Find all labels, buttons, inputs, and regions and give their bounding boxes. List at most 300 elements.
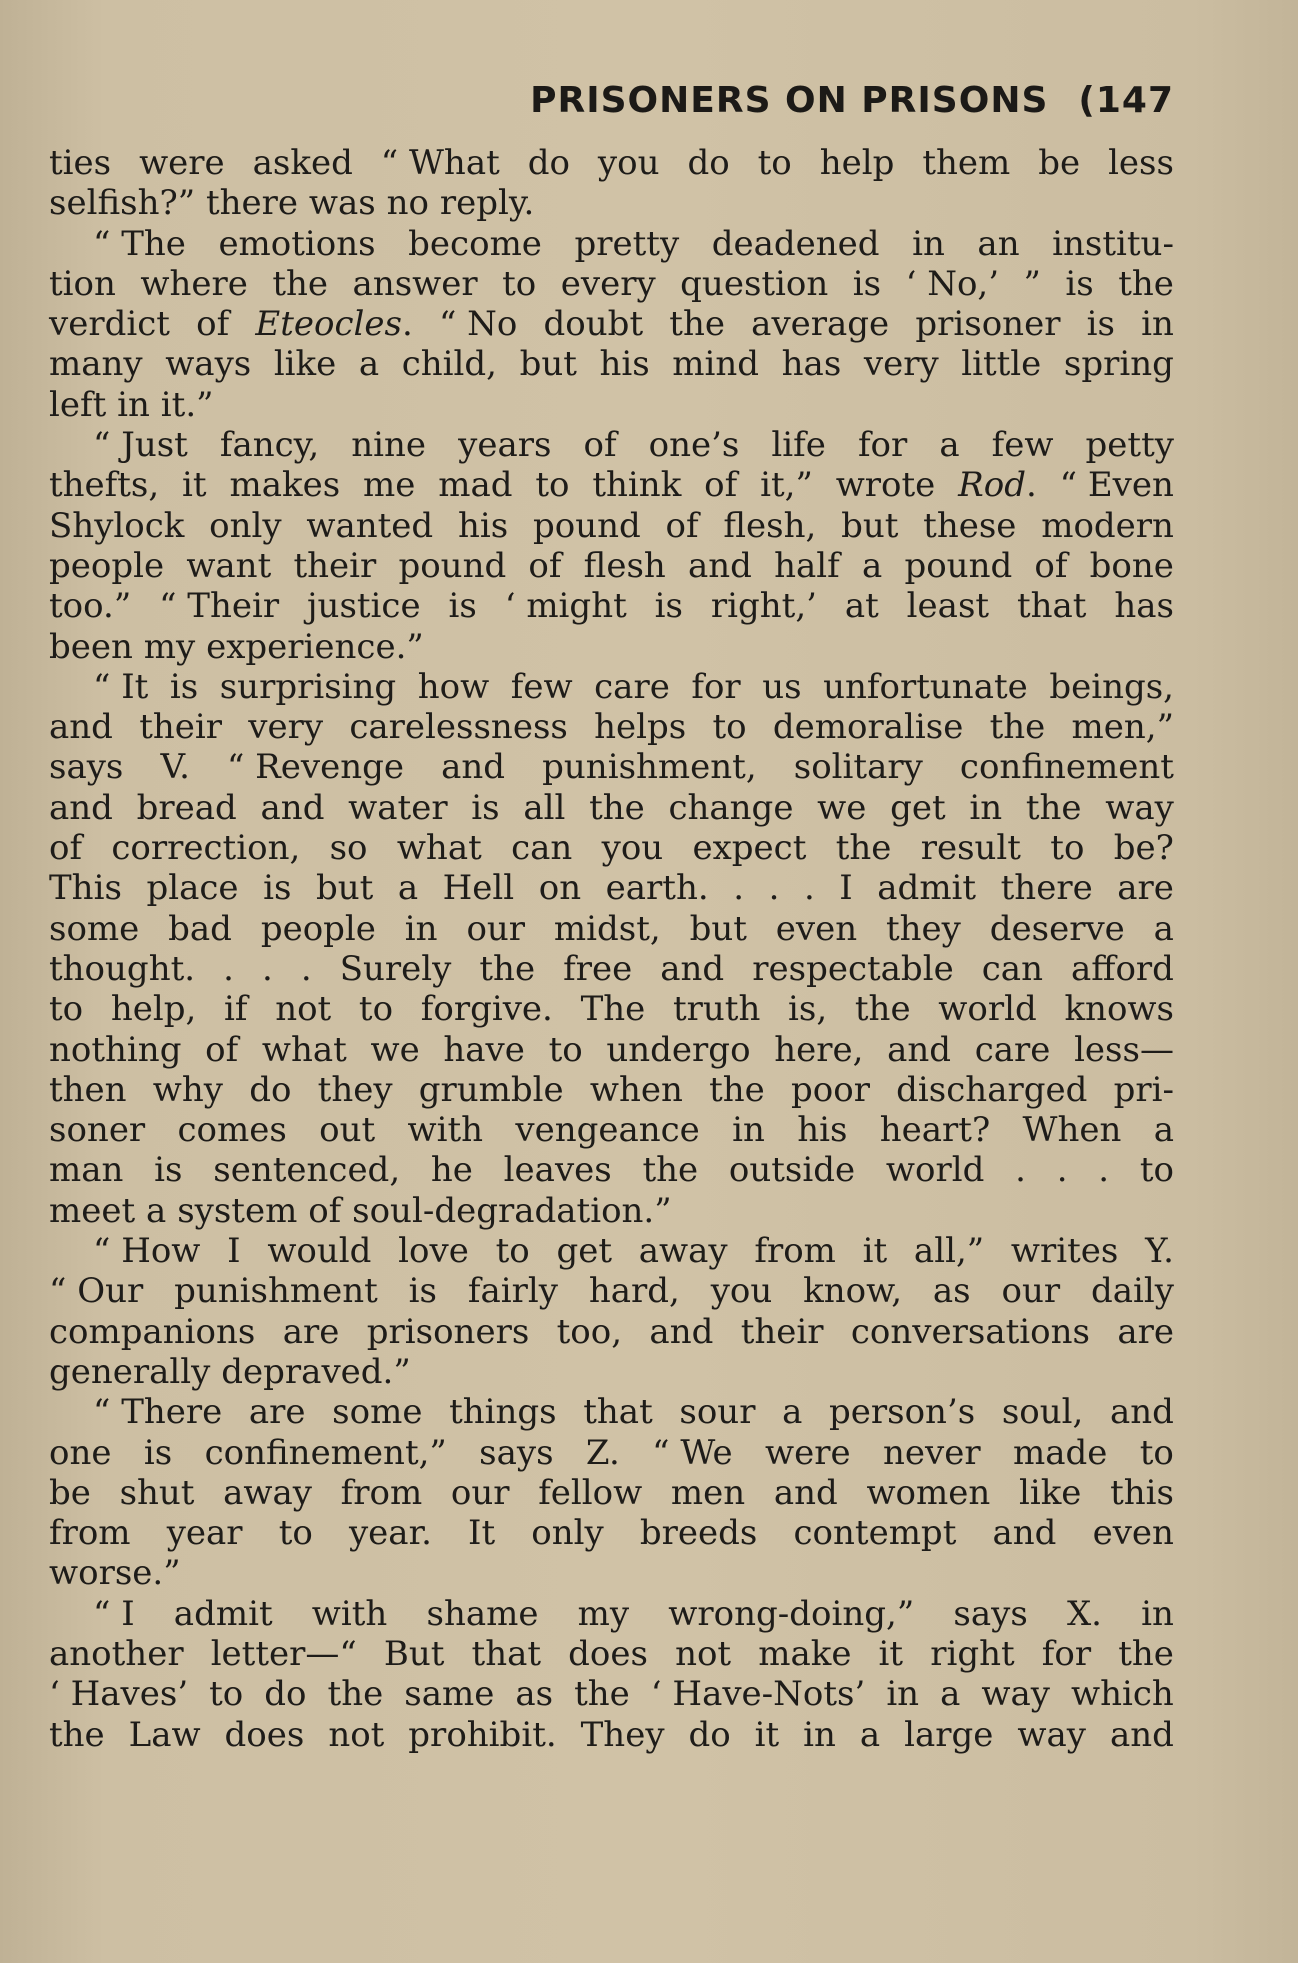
word: he bbox=[430, 1150, 473, 1191]
word: depraved.” bbox=[221, 1351, 411, 1392]
word: is bbox=[1065, 263, 1094, 304]
word: . bbox=[261, 948, 273, 989]
word: “ No bbox=[438, 304, 518, 345]
word: . bbox=[1015, 1150, 1026, 1191]
word: in bbox=[969, 787, 1003, 828]
word: to bbox=[535, 465, 570, 506]
word: beings, bbox=[1049, 666, 1174, 707]
word: another bbox=[49, 1633, 184, 1674]
word: Y. bbox=[1145, 1231, 1174, 1272]
word: very bbox=[248, 707, 324, 748]
word: the bbox=[49, 1714, 105, 1755]
word: can bbox=[511, 828, 573, 869]
word: is bbox=[169, 666, 199, 707]
word: you bbox=[601, 828, 664, 869]
word: what bbox=[261, 1029, 347, 1070]
word: petty bbox=[1085, 425, 1174, 466]
word: of bbox=[528, 545, 562, 586]
word: help bbox=[819, 143, 895, 183]
word: system bbox=[177, 1190, 298, 1231]
word: It bbox=[468, 1513, 496, 1554]
word: their bbox=[740, 1311, 824, 1352]
word: help, bbox=[110, 989, 197, 1030]
text-line bbox=[49, 1352, 1174, 1392]
word: of bbox=[205, 1029, 239, 1070]
word: a bbox=[940, 1674, 961, 1715]
word: bread bbox=[136, 787, 237, 828]
word: and bbox=[49, 787, 113, 828]
word: the bbox=[574, 1674, 630, 1715]
word: carelessness bbox=[349, 707, 568, 748]
word: their bbox=[293, 545, 377, 586]
text-line bbox=[49, 788, 1174, 828]
word: pound bbox=[398, 545, 507, 586]
word: deadened bbox=[711, 223, 880, 264]
word: Surely bbox=[339, 948, 452, 989]
word: care bbox=[974, 1029, 1051, 1070]
word: V. bbox=[160, 747, 190, 788]
word: away bbox=[223, 1472, 312, 1513]
word: it bbox=[754, 1714, 780, 1755]
word: ‘ No,’ bbox=[905, 263, 1000, 304]
text-line bbox=[49, 1392, 1174, 1432]
text-line bbox=[49, 1715, 1174, 1755]
word: ‘ might bbox=[504, 586, 627, 627]
word: “ Just bbox=[93, 425, 188, 466]
word: knows bbox=[1064, 989, 1174, 1030]
word: the bbox=[1118, 1633, 1174, 1674]
word: poor bbox=[791, 1069, 870, 1110]
text-line bbox=[49, 264, 1174, 304]
word: least bbox=[906, 586, 990, 627]
word: in bbox=[803, 1714, 836, 1755]
word: soul, bbox=[1001, 1392, 1084, 1433]
word: bad bbox=[168, 908, 232, 949]
word: very bbox=[863, 344, 939, 385]
word: result bbox=[920, 828, 1021, 869]
word: . bbox=[733, 868, 745, 909]
word: same bbox=[404, 1674, 495, 1715]
word: care bbox=[594, 666, 670, 707]
word: fancy, bbox=[219, 425, 320, 466]
word: be bbox=[49, 1472, 91, 1513]
word: a bbox=[358, 344, 380, 385]
word: fairly bbox=[467, 1271, 558, 1312]
word: do bbox=[527, 143, 570, 183]
word: what bbox=[396, 828, 482, 869]
text-line bbox=[49, 344, 1174, 384]
word: too, bbox=[556, 1311, 623, 1352]
word: I bbox=[227, 1231, 241, 1272]
word: When bbox=[1022, 1110, 1122, 1151]
word: love bbox=[398, 1231, 469, 1272]
word: things bbox=[449, 1392, 557, 1433]
word: the bbox=[479, 948, 536, 989]
word: of bbox=[665, 505, 699, 546]
word: even bbox=[775, 908, 858, 949]
text-line bbox=[49, 224, 1174, 264]
word: demoralise bbox=[772, 707, 964, 748]
text-line bbox=[49, 1030, 1174, 1070]
word: no bbox=[386, 183, 429, 224]
word: comes bbox=[177, 1110, 287, 1151]
word: change bbox=[668, 787, 794, 828]
word: our bbox=[450, 1472, 510, 1513]
word: spring bbox=[1063, 344, 1174, 385]
word: here, bbox=[774, 1029, 864, 1070]
word: from bbox=[49, 1513, 131, 1554]
word: unfortunate bbox=[823, 666, 1028, 707]
word: the bbox=[835, 828, 892, 869]
word: do bbox=[249, 1069, 292, 1110]
word: sour bbox=[679, 1392, 756, 1433]
word: . bbox=[300, 948, 312, 989]
word: why bbox=[152, 1069, 224, 1110]
text-line bbox=[49, 1110, 1174, 1150]
word: an bbox=[977, 223, 1020, 264]
word: in bbox=[404, 908, 438, 949]
word: ties bbox=[49, 143, 112, 183]
word: his bbox=[797, 1110, 848, 1151]
word: to bbox=[278, 1513, 313, 1554]
text-line bbox=[49, 586, 1174, 626]
word: it.” bbox=[160, 384, 214, 425]
text-line bbox=[49, 627, 1174, 667]
word: one bbox=[49, 1432, 112, 1473]
word: Eteocles. bbox=[255, 304, 413, 345]
word: some bbox=[332, 1392, 423, 1433]
word: of bbox=[49, 828, 83, 869]
word: do bbox=[687, 143, 730, 183]
word: when bbox=[589, 1069, 683, 1110]
word: we bbox=[817, 787, 867, 828]
word: from bbox=[754, 1231, 836, 1272]
word: is bbox=[263, 868, 292, 909]
word: how bbox=[417, 666, 490, 707]
word: only bbox=[209, 505, 282, 546]
word: think bbox=[592, 465, 682, 506]
word: and bbox=[441, 747, 506, 788]
word: never bbox=[882, 1432, 981, 1473]
word: and bbox=[773, 1472, 838, 1513]
word: are bbox=[282, 1311, 340, 1352]
word: there bbox=[205, 183, 299, 224]
word: men,” bbox=[1071, 707, 1174, 748]
word: the bbox=[669, 304, 725, 345]
word: thought. bbox=[49, 948, 196, 989]
word: there bbox=[1000, 868, 1093, 909]
word: been bbox=[49, 626, 133, 667]
word: world bbox=[938, 989, 1037, 1030]
word: even bbox=[1092, 1513, 1174, 1554]
body-text bbox=[49, 143, 1174, 1755]
word: has bbox=[1114, 586, 1174, 627]
word: made bbox=[1012, 1432, 1108, 1473]
word: become bbox=[408, 223, 542, 264]
word: The bbox=[580, 989, 646, 1030]
word: his bbox=[457, 505, 509, 546]
word: person’s bbox=[828, 1392, 976, 1433]
word: were bbox=[765, 1432, 851, 1473]
word: free bbox=[563, 948, 633, 989]
text-line bbox=[49, 909, 1174, 949]
word: the bbox=[642, 1150, 699, 1191]
word: makes bbox=[229, 465, 341, 506]
word: to bbox=[495, 1231, 530, 1272]
word: afford bbox=[1071, 948, 1174, 989]
word: sentenced, bbox=[213, 1150, 401, 1191]
word: were bbox=[139, 143, 225, 183]
word: bone bbox=[1089, 545, 1174, 586]
word: man bbox=[49, 1150, 124, 1191]
text-line bbox=[49, 868, 1174, 908]
word: be? bbox=[1113, 828, 1174, 869]
word: a bbox=[397, 868, 419, 909]
word: of bbox=[704, 465, 738, 506]
word: and bbox=[887, 1029, 952, 1070]
word: less— bbox=[1074, 1029, 1174, 1070]
word: vengeance bbox=[515, 1110, 700, 1151]
text-line bbox=[49, 385, 1174, 425]
word: ‘ Have-Nots’ bbox=[650, 1674, 866, 1715]
word: this bbox=[1110, 1472, 1174, 1513]
word: some bbox=[49, 908, 140, 949]
word: experience.” bbox=[206, 626, 424, 667]
word: them bbox=[922, 143, 1011, 183]
word: admit bbox=[877, 868, 977, 909]
word: . bbox=[803, 868, 815, 909]
word: Rod. bbox=[958, 465, 1037, 506]
word: are bbox=[248, 1392, 306, 1433]
word: can bbox=[981, 948, 1043, 989]
word: are bbox=[1117, 868, 1174, 909]
word: outside bbox=[728, 1150, 856, 1191]
word: not bbox=[275, 989, 332, 1030]
word: and bbox=[1109, 1392, 1174, 1433]
word: the bbox=[1025, 787, 1082, 828]
word: was bbox=[308, 183, 376, 224]
word: I bbox=[839, 868, 853, 909]
text-line bbox=[49, 747, 1174, 787]
word: as bbox=[515, 1674, 554, 1715]
word: world bbox=[885, 1150, 985, 1191]
text-line bbox=[49, 949, 1174, 989]
word: to bbox=[757, 143, 792, 183]
word: these bbox=[923, 505, 1017, 546]
word: us bbox=[762, 666, 802, 707]
word: the bbox=[272, 263, 329, 304]
word: a bbox=[1153, 908, 1174, 949]
word: daily bbox=[1090, 1271, 1174, 1312]
word: wrong-doing,” bbox=[668, 1593, 915, 1634]
word: and bbox=[688, 545, 752, 586]
word: year. bbox=[348, 1513, 432, 1554]
word: is bbox=[143, 1432, 173, 1473]
word: . bbox=[1056, 1150, 1068, 1191]
word: of bbox=[1034, 545, 1068, 586]
word: it bbox=[862, 1231, 888, 1272]
word: pound bbox=[904, 545, 1013, 586]
word: doubt bbox=[543, 304, 644, 345]
word: pri- bbox=[1113, 1069, 1174, 1110]
word: deserve bbox=[989, 908, 1125, 949]
word: average bbox=[751, 304, 890, 345]
word: it bbox=[182, 465, 207, 506]
word: grumble bbox=[418, 1069, 564, 1110]
word: . bbox=[768, 868, 780, 909]
word: water bbox=[348, 787, 448, 828]
word: like bbox=[1018, 1472, 1082, 1513]
word: in bbox=[912, 223, 945, 264]
word: that bbox=[1016, 586, 1087, 627]
word: and bbox=[660, 948, 725, 989]
text-line bbox=[49, 546, 1174, 586]
word: our bbox=[1001, 1271, 1061, 1312]
word: we bbox=[370, 1029, 420, 1070]
word: prisoners bbox=[366, 1311, 530, 1352]
word: breeds bbox=[639, 1513, 758, 1554]
word: left bbox=[49, 384, 107, 425]
word: is bbox=[154, 1150, 183, 1191]
word: not bbox=[675, 1633, 732, 1674]
text-line bbox=[49, 1070, 1174, 1110]
word: men bbox=[670, 1472, 746, 1513]
word: the bbox=[989, 707, 1046, 748]
word: people bbox=[49, 545, 165, 586]
word: solitary bbox=[793, 747, 923, 788]
word: all,” bbox=[913, 1231, 985, 1272]
text-line bbox=[49, 667, 1174, 707]
word: thefts, bbox=[49, 465, 160, 506]
word: on bbox=[538, 868, 582, 909]
word: verdict bbox=[49, 304, 170, 345]
word: letter—“ bbox=[210, 1633, 357, 1674]
word: Shylock bbox=[49, 505, 185, 546]
word: leaves bbox=[503, 1150, 612, 1191]
word: have bbox=[443, 1029, 525, 1070]
word: “ It bbox=[93, 666, 149, 707]
word: would bbox=[267, 1231, 372, 1272]
word: which bbox=[1071, 1674, 1174, 1715]
word: writes bbox=[1010, 1231, 1119, 1272]
word: “ Revenge bbox=[226, 747, 405, 788]
word: fellow bbox=[538, 1472, 643, 1513]
word: to bbox=[548, 1029, 583, 1070]
word: punishment, bbox=[542, 747, 757, 788]
word: to bbox=[502, 263, 537, 304]
text-line bbox=[49, 506, 1174, 546]
word: to bbox=[1050, 828, 1085, 869]
word: question bbox=[680, 263, 829, 304]
word: a bbox=[859, 1714, 881, 1755]
word: many bbox=[49, 344, 143, 385]
word: surprising bbox=[219, 666, 397, 707]
word: and bbox=[1109, 1714, 1174, 1755]
word: is bbox=[471, 787, 500, 828]
word: to bbox=[712, 707, 747, 748]
word: and bbox=[649, 1311, 714, 1352]
word: way bbox=[1017, 1714, 1086, 1755]
word: reply. bbox=[439, 183, 535, 224]
text-line bbox=[49, 1674, 1174, 1714]
word: answer bbox=[352, 263, 478, 304]
word: year bbox=[166, 1513, 243, 1554]
word: “ There bbox=[93, 1392, 223, 1433]
word: all bbox=[523, 787, 566, 828]
text-line bbox=[49, 1634, 1174, 1674]
word: is bbox=[1086, 304, 1115, 345]
word: has bbox=[781, 344, 842, 385]
word: in bbox=[1141, 304, 1174, 345]
word: ” bbox=[1023, 263, 1041, 304]
word: in bbox=[1141, 1593, 1174, 1634]
word: tion bbox=[49, 263, 116, 304]
word: wanted bbox=[306, 505, 434, 546]
text-line bbox=[49, 425, 1174, 465]
word: for bbox=[691, 666, 741, 707]
text-line bbox=[49, 183, 1174, 223]
page-number: (147 bbox=[1078, 80, 1174, 121]
text-line bbox=[49, 304, 1174, 344]
text-line bbox=[49, 1271, 1174, 1311]
word: is bbox=[448, 586, 477, 627]
word: it,” bbox=[760, 465, 813, 506]
word: my bbox=[143, 626, 196, 667]
word: right,’ bbox=[710, 586, 817, 627]
word: be bbox=[1038, 143, 1081, 183]
word: my bbox=[577, 1593, 630, 1634]
word: in bbox=[886, 1674, 920, 1715]
word: contempt bbox=[793, 1513, 957, 1554]
word: at bbox=[844, 586, 879, 627]
word: a bbox=[782, 1392, 803, 1433]
word: a bbox=[861, 545, 883, 586]
word: to bbox=[209, 1674, 244, 1715]
word: they bbox=[317, 1069, 393, 1110]
word: half bbox=[774, 545, 840, 586]
word: says bbox=[49, 747, 124, 788]
word: are bbox=[1117, 1311, 1174, 1352]
word: does bbox=[568, 1633, 648, 1674]
text-line bbox=[49, 465, 1174, 505]
text-line bbox=[49, 1513, 1174, 1553]
word: pound bbox=[532, 505, 641, 546]
word: modern bbox=[1041, 505, 1174, 546]
text-line bbox=[49, 1594, 1174, 1634]
word: every bbox=[560, 263, 656, 304]
text-line bbox=[49, 1312, 1174, 1352]
word: so bbox=[329, 828, 368, 869]
word: heart? bbox=[879, 1110, 991, 1151]
word: that bbox=[471, 1633, 542, 1674]
word: in bbox=[117, 384, 150, 425]
word: does bbox=[224, 1714, 305, 1755]
word: soner bbox=[49, 1110, 146, 1151]
word: asked bbox=[252, 143, 353, 183]
word: confinement bbox=[959, 747, 1174, 788]
word: if bbox=[224, 989, 248, 1030]
word: life bbox=[771, 425, 826, 466]
word: to bbox=[49, 989, 84, 1030]
word: of bbox=[196, 304, 230, 345]
word: to bbox=[1139, 1150, 1174, 1191]
word: correction, bbox=[111, 828, 301, 869]
word: discharged bbox=[896, 1069, 1088, 1110]
word: few bbox=[510, 666, 573, 707]
word: our bbox=[466, 908, 526, 949]
word: hard, bbox=[588, 1271, 680, 1312]
text-line bbox=[49, 143, 1174, 183]
